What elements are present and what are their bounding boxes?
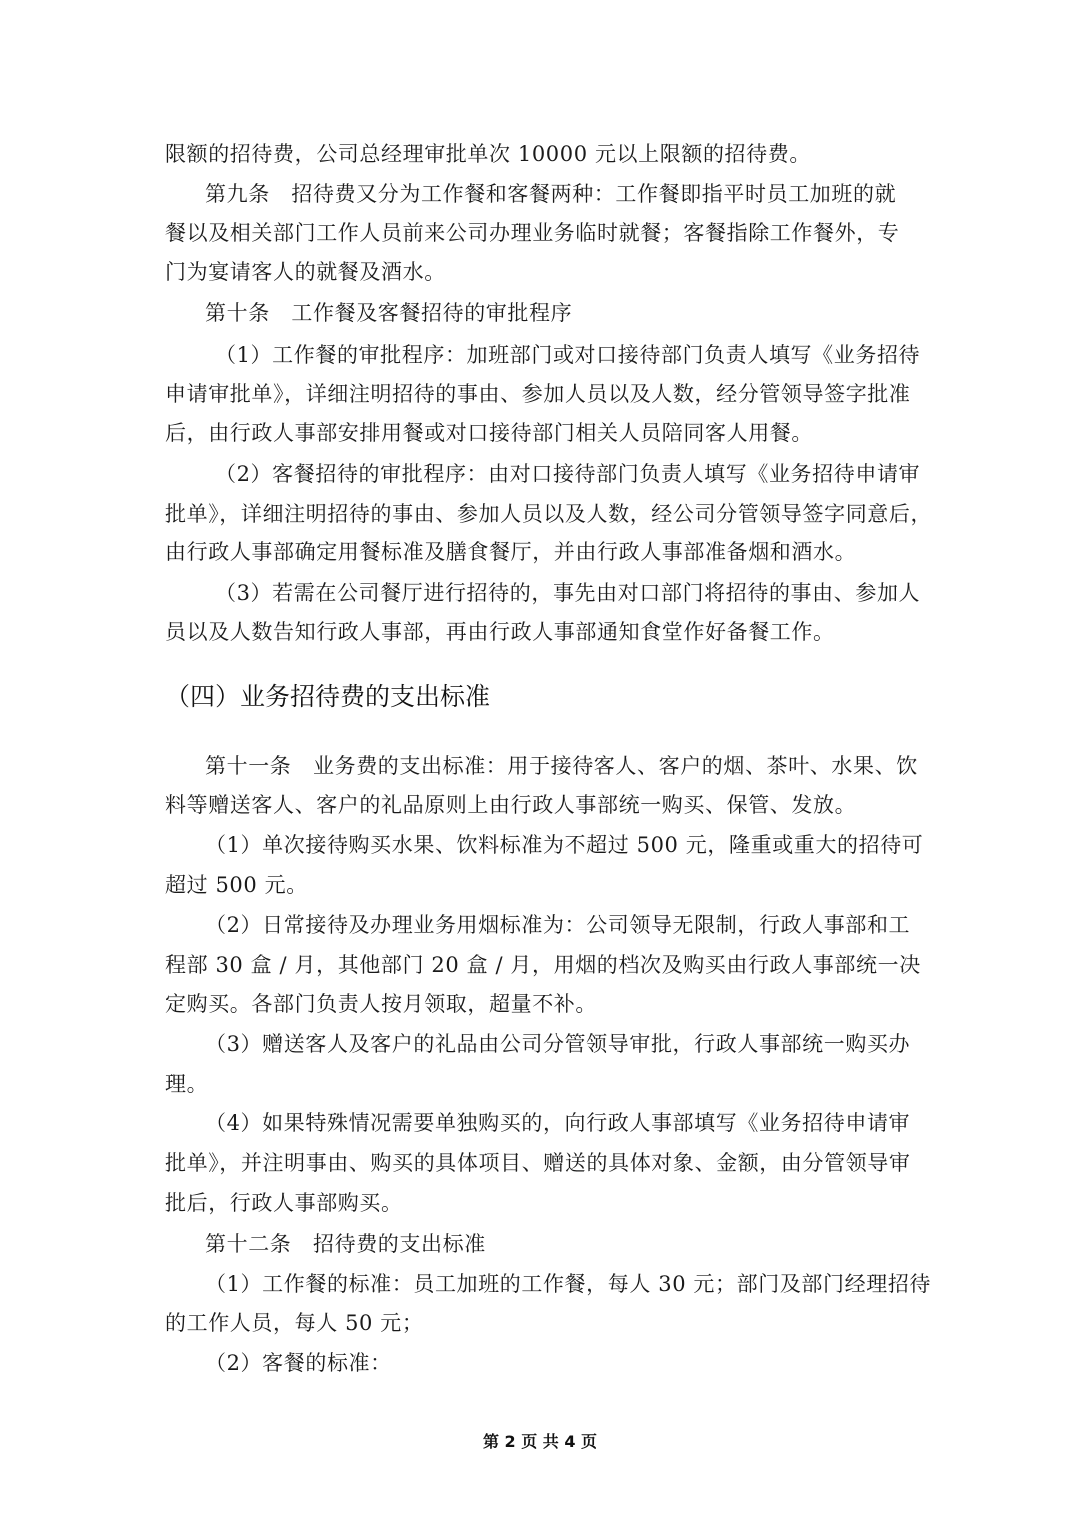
paragraph-line: （3）赠送客人及客户的礼品由公司分管领导审批，行政人事部统一购买办 (205, 1032, 911, 1056)
paragraph-line: 后，由行政人事部安排用餐或对口接待部门相关人员陪同客人用餐。 (165, 421, 813, 445)
paragraph-line: 餐以及相关部门工作人员前来公司办理业务临时就餐；客餐指除工作餐外，专 (165, 221, 900, 245)
paragraph-line: 门为宴请客人的就餐及酒水。 (165, 260, 446, 284)
paragraph-line: （3）若需在公司餐厅进行招待的，事先由对口部门将招待的事由、参加人 (215, 581, 921, 605)
paragraph-line: （1）工作餐的审批程序：加班部门或对口接待部门负责人填写《业务招待 (215, 343, 921, 367)
paragraph-line: 批单》，详细注明招待的事由、参加人员以及人数，经公司分管领导签字同意后， (165, 502, 933, 526)
paragraph-line: 理。 (165, 1072, 209, 1096)
paragraph-line: 定购买。各部门负责人按月领取，超量不补。 (165, 992, 597, 1016)
section-heading: （四）业务招待费的支出标准 (165, 682, 491, 711)
paragraph-line: 限额的招待费，公司总经理审批单次 10000 元以上限额的招待费。 (165, 142, 811, 166)
paragraph-line: 的工作人员，每人 50 元； (165, 1311, 424, 1335)
paragraph-line: 第十一条 业务费的支出标准：用于接待客人、客户的烟、茶叶、水果、饮 (205, 754, 918, 778)
paragraph-line: （1）单次接待购买水果、饮料标准为不超过 500 元，隆重或重大的招待可 (205, 833, 924, 857)
paragraph-line: 程部 30 盒 / 月，其他部门 20 盒 / 月，用烟的档次及购买由行政人事部统一决 (165, 953, 921, 977)
paragraph-line: （2）日常接待及办理业务用烟标准为：公司领导无限制，行政人事部和工 (205, 913, 911, 937)
paragraph-line: （1）工作餐的标准：员工加班的工作餐，每人 30 元；部门及部门经理招待 (205, 1272, 932, 1296)
paragraph-line: 批单》，并注明事由、购买的具体项目、赠送的具体对象、金额，由分管领导审 (165, 1151, 911, 1175)
paragraph-line: 批后，行政人事部购买。 (165, 1191, 403, 1215)
paragraph-line: （4）如果特殊情况需要单独购买的，向行政人事部填写《业务招待申请审 (205, 1111, 911, 1135)
paragraph-line: 第十二条 招待费的支出标准 (205, 1232, 486, 1256)
paragraph-line: 第十条 工作餐及客餐招待的审批程序 (205, 301, 573, 325)
paragraph-line: （2）客餐的标准： (205, 1351, 392, 1375)
paragraph-line: 第九条 招待费又分为工作餐和客餐两种：工作餐即指平时员工加班的就 (205, 182, 897, 206)
paragraph-line: （2）客餐招待的审批程序：由对口接待部门负责人填写《业务招待申请审 (215, 462, 921, 486)
paragraph-line: 料等赠送客人、客户的礼品原则上由行政人事部统一购买、保管、发放。 (165, 793, 857, 817)
paragraph-line: 申请审批单》，详细注明招待的事由、参加人员以及人数，经分管领导签字批准 (165, 382, 911, 406)
page-footer: 第 2 页 共 4 页 (482, 1432, 598, 1451)
paragraph-line: 员以及人数告知行政人事部，再由行政人事部通知食堂作好备餐工作。 (165, 620, 835, 644)
paragraph-line: 由行政人事部确定用餐标准及膳食餐厅，并由行政人事部准备烟和酒水。 (165, 540, 857, 564)
paragraph-line: 超过 500 元。 (165, 873, 308, 897)
